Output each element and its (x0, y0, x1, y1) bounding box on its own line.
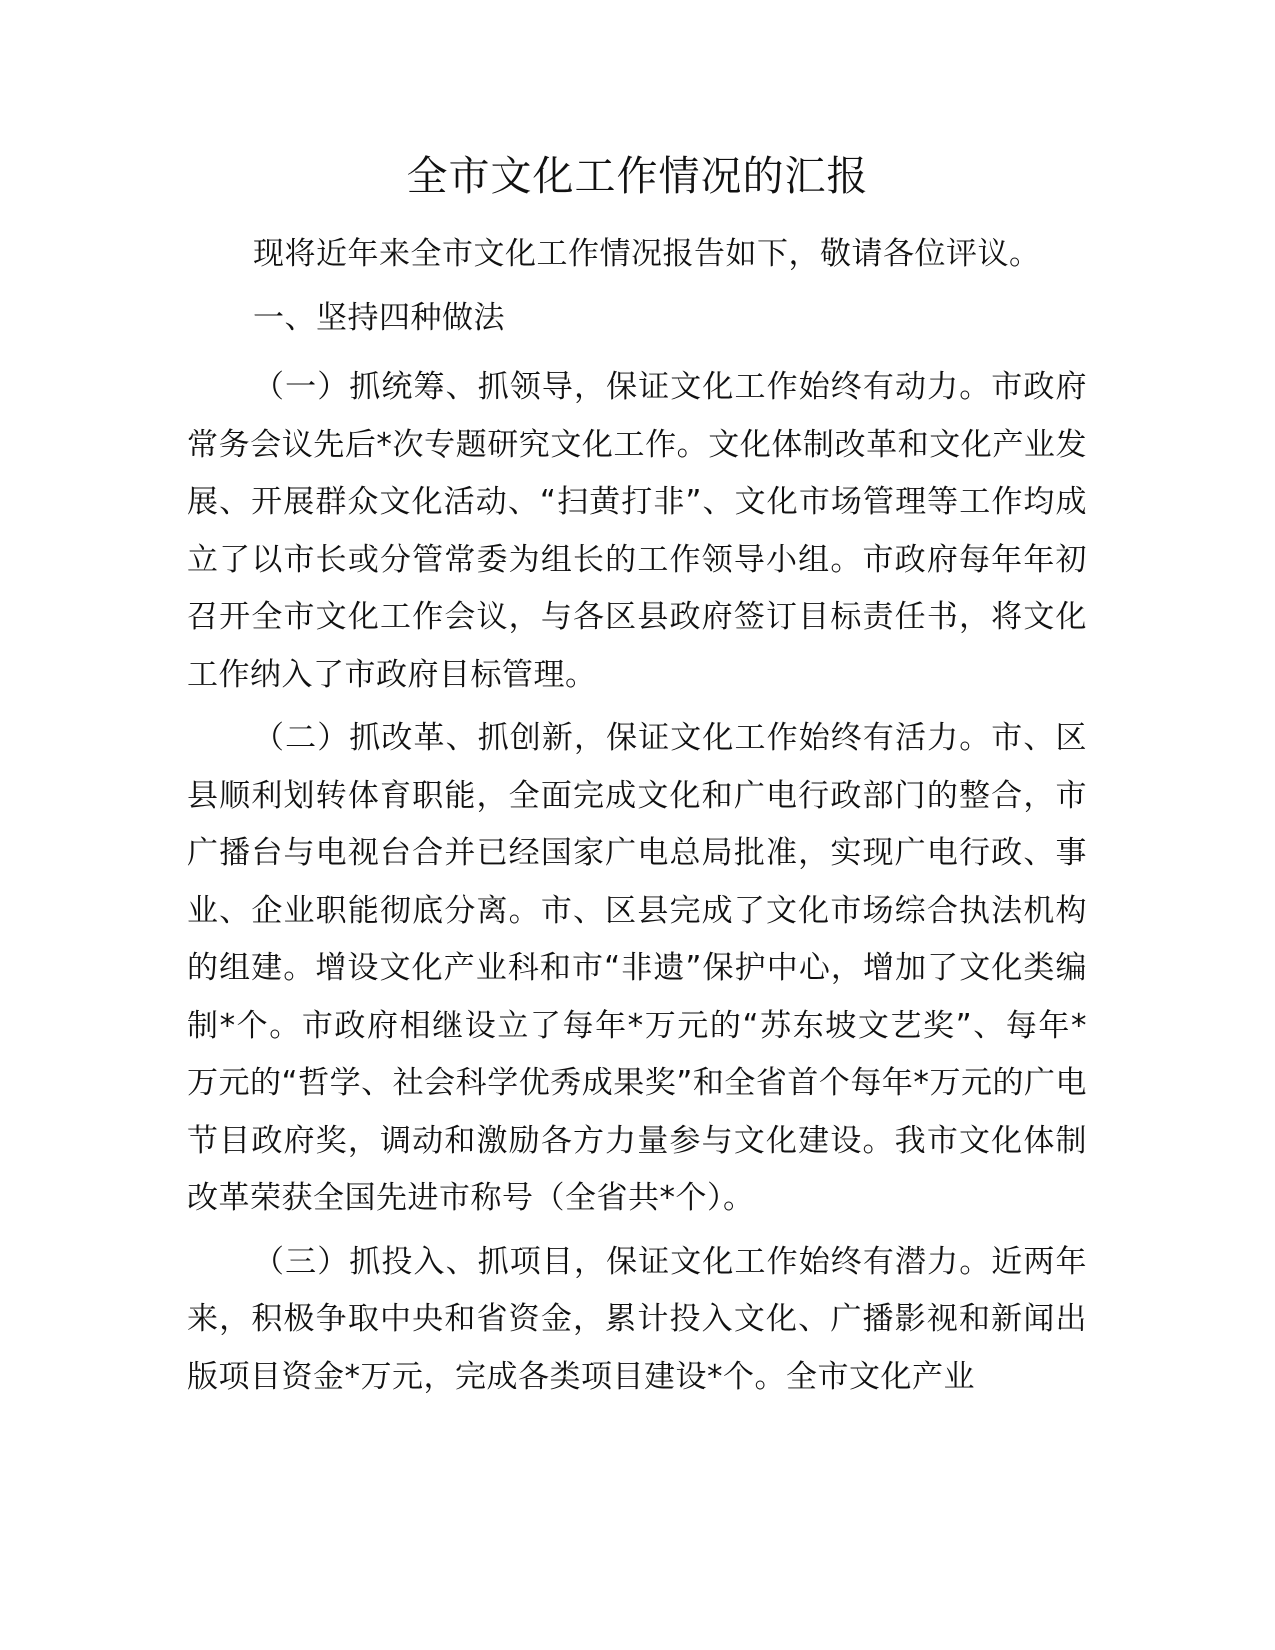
document-body (187, 226, 1087, 1412)
intro-paragraph: 现将近年来全市文化工作情况报告如下，敬请各位评议。 (253, 236, 1041, 272)
document-title: 全市文化工作情况的汇报 (406, 152, 869, 200)
body-paragraph-2: （二）抓改革、抓创新，保证文化工作始终有活力。市、区县顺利划转体育职能，全面完成文化和广电行政部门的整合，市广播台与电视台合并已经国家广电总局批准，实现广电行政、事业、企业职能彻底分离。市、区县完成了文化市场综合执法机构的组建。增设文化产业科和市“非遗”保护中心，增加了文化类编制*个。市政府相继设立了每年*万元的“苏东坡文艺奖”、每年*万元的“哲学、社会科学优秀成果奖”和全省首个每年*万元的广电节目政府奖，调动和激励各方力量参与文化建设。我市文化体制改革荣获全国先进市称号（全省共*个）。 (187, 720, 1087, 1216)
body-paragraph-1: （一）抓统筹、抓领导，保证文化工作始终有动力。市政府常务会议先后*次专题研究文化工作。文化体制改革和文化产业发展、开展群众文化活动、“扫黄打非”、文化市场管理等工作均成立了以市长或分管常委为组长的工作领导小组。市政府每年年初召开全市文化工作会议，与各区县政府签订目标责任书，将文化工作纳入了市政府目标管理。 (187, 369, 1087, 693)
body-paragraph-3: （三）抓投入、抓项目，保证文化工作始终有潜力。近两年来，积极争取中央和省资金，累计投入文化、广播影视和新闻出版项目资金*万元，完成各类项目建设*个。全市文化产业 (187, 1243, 1087, 1395)
section-heading: 一、坚持四种做法 (253, 299, 505, 336)
